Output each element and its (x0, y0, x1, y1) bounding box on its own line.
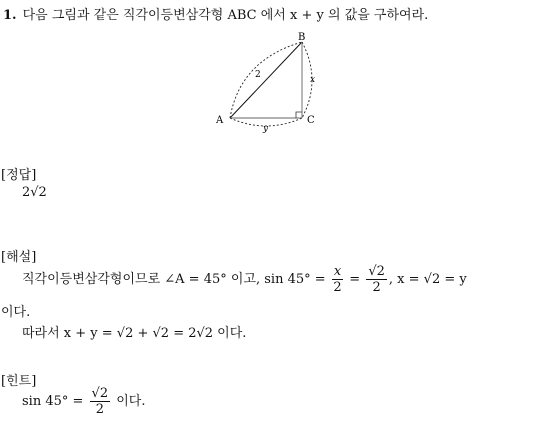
fraction-denominator: 2 (95, 402, 104, 417)
explanation-heading: [해설] (1, 250, 37, 265)
hint-pre: sin 45° = (22, 394, 84, 409)
hint-heading: [힌트] (1, 374, 37, 389)
vertex-label-b: B (298, 32, 306, 43)
fraction-denominator: 2 (333, 280, 342, 295)
fraction-root2-over-2 (366, 264, 387, 295)
fraction-numerator: √2 (91, 386, 109, 401)
explanation-line2: 따라서 x + y = √2 + √2 = 2√2 이다. (22, 326, 247, 341)
side-y-label: y (263, 124, 269, 134)
fraction-root2-over-2 (90, 386, 111, 417)
vertex-label-c: C (307, 115, 315, 126)
vertex-label-a: A (216, 115, 224, 126)
hint-post: 이다. (116, 394, 146, 409)
hypotenuse-label: 2 (255, 70, 261, 80)
explanation-line1-wrap: 이다. (1, 305, 31, 320)
question (3, 4, 428, 23)
explanation-line1-post: , x = √2 = y (388, 272, 467, 287)
question-number: 1. (3, 8, 17, 23)
answer-heading: [정답] (1, 168, 37, 183)
hint-line (22, 386, 146, 417)
fraction-x-over-2 (332, 264, 343, 295)
fraction-numerator: √2 (368, 264, 385, 279)
triangle-figure (212, 30, 322, 134)
side-x-label: x (310, 75, 316, 85)
explanation-line1-pre: 직각이등변삼각형이므로 ∠A = 45° 이고, sin 45° = (22, 272, 326, 287)
hypotenuse-ab (230, 42, 302, 118)
answer-value: 2√2 (22, 185, 47, 200)
equals-sign: = (349, 272, 361, 287)
fraction-denominator: 2 (372, 280, 381, 295)
explanation-line1 (22, 264, 467, 295)
question-text: 다음 그림과 같은 직각이등변삼각형 ABC 에서 x + y 의 값을 구하여라. (22, 8, 429, 23)
right-angle-mark (296, 112, 302, 118)
fraction-numerator: x (333, 264, 342, 279)
